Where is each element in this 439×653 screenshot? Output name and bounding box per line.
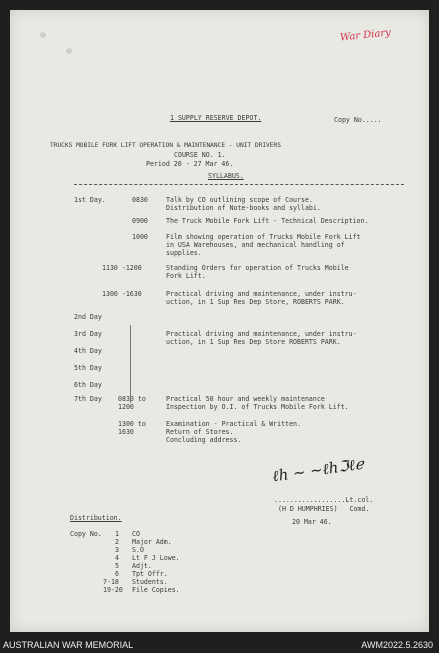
syllabus-day: 3rd Day bbox=[74, 330, 102, 338]
syllabus-day: 6th Day bbox=[74, 381, 102, 389]
distribution-copy-no: 3 bbox=[115, 546, 119, 554]
syllabus-text: The Truck Mobile Fork Lift - Technical Description. bbox=[166, 217, 369, 225]
syllabus-text: Practical 50 hour and weekly maintenance bbox=[166, 395, 325, 403]
punch-hole-mark bbox=[40, 32, 46, 38]
distribution-recipient: File Copies. bbox=[132, 586, 180, 594]
syllabus-text: in USA Warehouses, and mechanical handling of bbox=[166, 241, 345, 249]
distribution-copy-no: 7-18 bbox=[103, 578, 119, 586]
signature-dots: ..................Lt.col. bbox=[274, 496, 374, 504]
day-bracket bbox=[124, 325, 131, 403]
distribution-copy-no: 6 bbox=[115, 570, 119, 578]
syllabus-text: uction, in 1 Sup Res Dep Store ROBERTS PARK. bbox=[166, 338, 341, 346]
syllabus-text: uction, in 1 Sup Res Dep Store, ROBERTS PARK. bbox=[166, 298, 345, 306]
archive-footer bbox=[0, 638, 439, 653]
document-page bbox=[10, 10, 429, 632]
syllabus-text: Concluding address. bbox=[166, 436, 242, 444]
syllabus-time: 1300 to 1630 bbox=[118, 420, 146, 436]
distribution-copy-no: 19-20 bbox=[103, 586, 123, 594]
copy-number: Copy No..... bbox=[334, 116, 382, 124]
signature-date: 20 Mar 46. bbox=[292, 518, 332, 526]
syllabus-time: 0900 bbox=[132, 217, 148, 225]
distribution-heading: Distribution. bbox=[70, 514, 122, 522]
unit-heading: 1 SUPPLY RESERVE DEPOT. bbox=[170, 114, 262, 122]
separator-line bbox=[74, 184, 404, 185]
punch-hole-mark bbox=[66, 48, 72, 54]
syllabus-text: Talk by CO outlining scope of Course. bbox=[166, 196, 313, 204]
signature-scrawl: ℓℎ ∼ ∼ℓℎℑℓℯ bbox=[271, 454, 365, 486]
syllabus-text: Return of Stores. bbox=[166, 428, 234, 436]
distribution-recipient: Major Adm. bbox=[132, 538, 172, 546]
syllabus-heading: SYLLABUS. bbox=[208, 172, 244, 180]
archive-id: AWM2022.5.2630 bbox=[361, 640, 433, 650]
syllabus-text: Practical driving and maintenance, under instru- bbox=[166, 290, 357, 298]
course-period: Period 20 - 27 Mar 46. bbox=[146, 160, 234, 168]
course-title: TRUCKS MOBILE FORK LIFT OPERATION & MAINTENANCE - UNIT DRIVERS bbox=[50, 142, 281, 149]
syllabus-day: 1st Day. bbox=[74, 196, 106, 204]
syllabus-time: 1000 bbox=[132, 233, 148, 241]
signatory-name: (H D HUMPHRIES) Comd. bbox=[278, 505, 370, 513]
distribution-copy-label: Copy No. bbox=[70, 530, 102, 538]
syllabus-text: Inspection by O.I. of Trucks Mobile Fork Lift. bbox=[166, 403, 349, 411]
syllabus-time: 1130 -1200 bbox=[102, 264, 142, 272]
syllabus-text: Examination - Practical & Written. bbox=[166, 420, 301, 428]
syllabus-day: 7th Day bbox=[74, 395, 102, 403]
syllabus-time: 0830 to 1200 bbox=[118, 395, 146, 411]
distribution-copy-no: 1 bbox=[115, 530, 119, 538]
archive-name: AUSTRALIAN WAR MEMORIAL bbox=[3, 640, 134, 650]
syllabus-text: Film showing operation of Trucks Mobile Fork Lift bbox=[166, 233, 361, 241]
syllabus-day: 5th Day bbox=[74, 364, 102, 372]
distribution-copy-no: 2 bbox=[115, 538, 119, 546]
syllabus-text: Fork Lift. bbox=[166, 272, 206, 280]
handwritten-note: War Diary bbox=[339, 27, 392, 44]
course-number: COURSE NO. 1. bbox=[174, 151, 226, 159]
distribution-copy-no: 5 bbox=[115, 562, 119, 570]
distribution-copy-no: 4 bbox=[115, 554, 119, 562]
syllabus-text: Standing Orders for operation of Trucks Mobile bbox=[166, 264, 349, 272]
syllabus-text: Distribution of Note-books and syllabi. bbox=[166, 204, 321, 212]
distribution-recipient: Students. bbox=[132, 578, 168, 586]
syllabus-day: 2nd Day bbox=[74, 313, 102, 321]
syllabus-time: 0830 bbox=[132, 196, 148, 204]
distribution-recipient: Lt F J Lowe. bbox=[132, 554, 180, 562]
syllabus-text: supplies. bbox=[166, 249, 202, 257]
syllabus-day: 4th Day bbox=[74, 347, 102, 355]
distribution-recipient: S.O bbox=[132, 546, 144, 554]
distribution-recipient: Tpt Offr. bbox=[132, 570, 168, 578]
distribution-recipient: CO bbox=[132, 530, 140, 538]
syllabus-text: Practical driving and maintenance, under instru- bbox=[166, 330, 357, 338]
syllabus-time: 1300 -1630 bbox=[102, 290, 142, 298]
distribution-recipient: Adjt. bbox=[132, 562, 152, 570]
